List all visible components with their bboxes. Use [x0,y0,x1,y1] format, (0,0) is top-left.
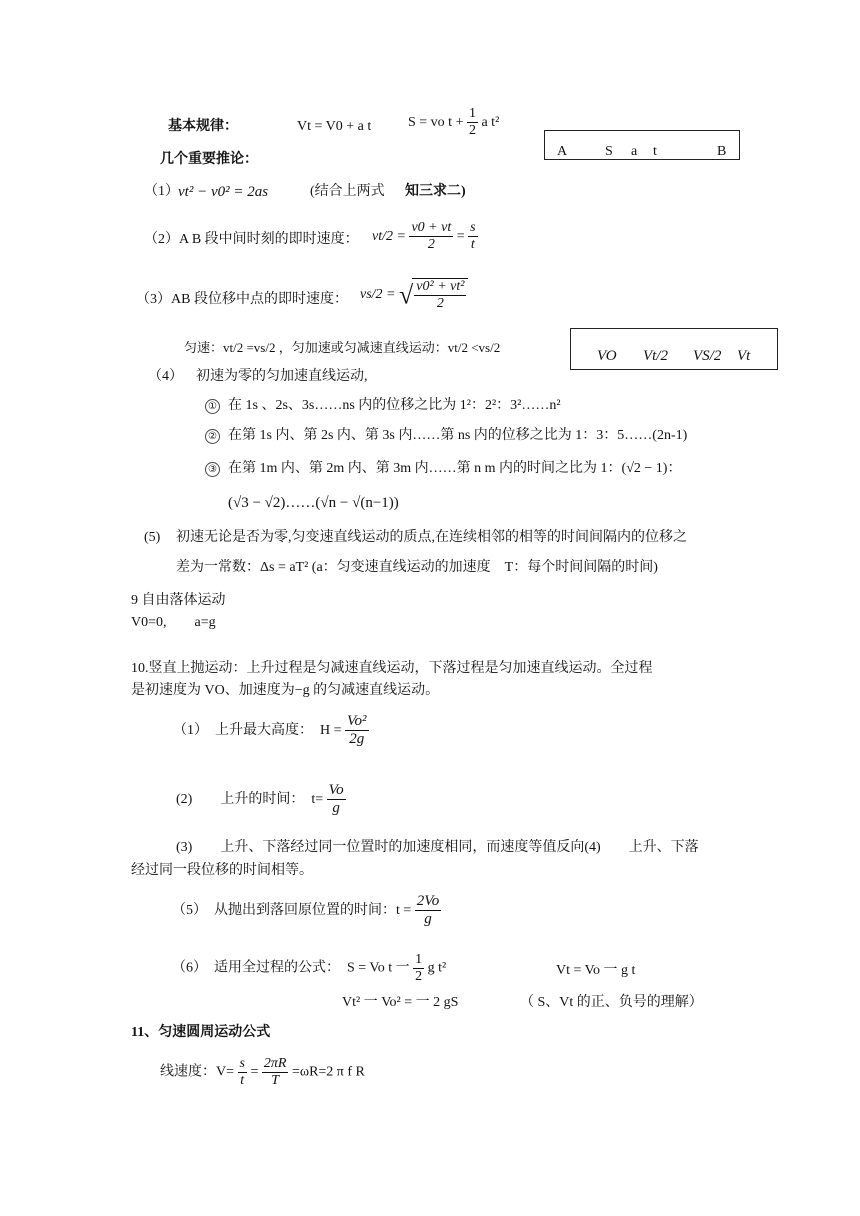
linear-velocity-frac2 [262,1056,289,1089]
item1-label: （1） [144,184,179,199]
item4-sub3: 在第 1m 内、第 2m 内、第 3m 内……第 n m 内的时间之比为 1：(√2 − 1)： [228,461,682,476]
item4-sub1: 在 1s 、2s、3s……ns 内的位移之比为 1²：2²：3²……n² [228,398,561,413]
return-time-label: （5） 从抛出到落回原位置的时间：t = [172,902,412,918]
rise-time-row [176,782,346,818]
lv-eq: = [250,1064,259,1080]
s-formula [408,106,499,139]
free-fall-line: V0=0, a=g [131,615,216,630]
item3-num: v0² + vt² [416,279,465,294]
lv-den2: T [262,1072,289,1089]
item4-label: （4） [148,369,183,384]
circled-three-icon: ③ [205,462,220,477]
max-height-den: 2g [345,730,369,748]
return-time-num: 2Vo [416,893,440,909]
item3-den: 2 [414,295,466,312]
box1-b: B [717,144,727,159]
item5-line2: 差为一常数：Δs = aT² (a：匀变速直线运动的加速度 T：每个时间间隔的时间) [176,560,658,575]
item5-line1: 初速无论是否为零,匀变速直线运动的质点,在连续相邻的相等的时间间隔内的位移之 [176,530,687,545]
vertical-line1: 10.竖直上抛运动：上升过程是匀减速直线运动，下落过程是匀加速直线运动。全过程 [131,661,653,676]
item4-sub1-row [205,399,561,414]
item2-den: 2 [409,236,453,253]
whole-process-den: 2 [415,969,423,985]
whole-process-frac [413,952,424,985]
lv-num1: s [239,1056,245,1071]
item4-sub3-row [205,462,681,477]
half-fraction [467,106,478,139]
lv-post: =ωR=2 π f R [291,1064,365,1080]
item1-note-bold: 知三求二) [405,184,466,199]
return-time-frac [415,893,442,929]
box2-v0: VO [597,348,617,364]
item2-eq: = [456,228,465,244]
basic-title: 基本规律： [168,119,238,134]
max-height-frac [345,713,369,749]
vertical-line2: 是初速度为 VO、加速度为−g 的匀减速直线运动。 [131,683,440,698]
rise-time-num: Vo [328,782,344,798]
whole-process-post: g t² [427,960,447,976]
whole-process-note: （ S、Vt 的正、负号的理解） [520,995,703,1010]
max-height-row [173,713,369,749]
return-time-row [172,893,441,929]
box1-a: A [557,144,568,159]
box2-vt2: Vt/2 [643,348,668,364]
box1-a2: a [631,144,638,159]
vt-formula: Vt = V0 + a t [297,119,372,134]
item3-lhs: vs/2 = [360,287,396,303]
item3-sqrt: √ $\frac{\text{v0² + vt²}}{2}$ [399,278,468,312]
box2-vt: Vt [737,348,751,364]
box1-s: S [605,144,613,159]
half-den: 2 [468,123,476,139]
vertical-p3-line2: 经过同一段位移的时间相等。 [131,863,313,878]
half-num: 1 [468,106,476,121]
inference-title: 几个重要推论： [160,152,258,167]
item4-sub2: 在第 1s 内、第 2s 内、第 3s 内……第 ns 内的位移之比为 1：3：5……(2n-1) [228,428,688,443]
box1-t: t [653,144,657,159]
lv-den1: t [238,1072,247,1089]
item2-formula [372,220,478,253]
max-height-num: Vo² [347,713,367,729]
return-time-den: g [415,910,442,928]
s-formula-pre: S = vo t + [408,114,464,130]
item2-frac [409,220,453,253]
vertical-p3-line1: (3) 上升、下落经过同一位置时的加速度相同，而速度等值反向(4) 上升、下落 [176,840,699,855]
circled-two-icon: ② [205,429,220,444]
whole-process-row [172,952,446,985]
motion-diagram-box-2 [570,328,778,370]
whole-process-num: 1 [415,952,423,967]
lv-num2: 2πR [263,1056,287,1071]
s-formula-post: a t² [481,114,500,130]
rise-time-den: g [327,799,346,817]
free-fall-title: 9 自由落体运动 [131,593,226,608]
item2-num: v0 + vt [411,220,452,235]
circled-one-icon: ① [205,399,220,414]
item4-sub2-row [205,429,687,444]
item2-lhs: vt/2 = [372,228,406,244]
item3-label: （3）AB 段位移中点的即时速度： [136,292,348,307]
item2-den2: t [468,236,477,253]
circular-title: 11、匀速圆周运动公式 [131,1025,271,1040]
rise-time-label: (2) 上升的时间： t= [176,791,324,807]
item2-frac2 [468,220,477,253]
item2-num2: s [470,220,476,235]
whole-process-label: （6） 适用全过程的公式： S = Vo t 一 [172,960,410,976]
item1-note: (结合上两式 [310,184,385,199]
item3-formula [360,278,468,312]
linear-velocity-row [160,1056,365,1089]
item5-label: (5) [144,530,161,545]
max-height-label: （1） 上升最大高度： H = [173,722,342,738]
item4-sub3-cont: (√3 − √2)……(√n − √(n−1)) [228,495,399,511]
item1-formula: vt² − v0² = 2as [178,184,269,200]
item3-frac [414,279,466,312]
linear-velocity-frac1 [238,1056,247,1089]
motion-diagram-box-1 [544,130,740,160]
rise-time-frac [327,782,346,818]
whole-process-vt: Vt = Vo 一 g t [556,963,636,978]
whole-process-line2: Vt² 一 Vo² = 一 2 gS [342,995,459,1010]
item4-text: 初速为零的匀加速直线运动, [196,369,368,384]
uniform-line: 匀速：vt/2 =vs/2 ，匀加速或匀减速直线运动：vt/2 <vs/2 [184,340,501,355]
box2-vs2: VS/2 [693,348,722,364]
item2-label: （2）A B 段中间时刻的即时速度： [144,232,359,247]
linear-velocity-label: 线速度：V= [160,1064,235,1080]
